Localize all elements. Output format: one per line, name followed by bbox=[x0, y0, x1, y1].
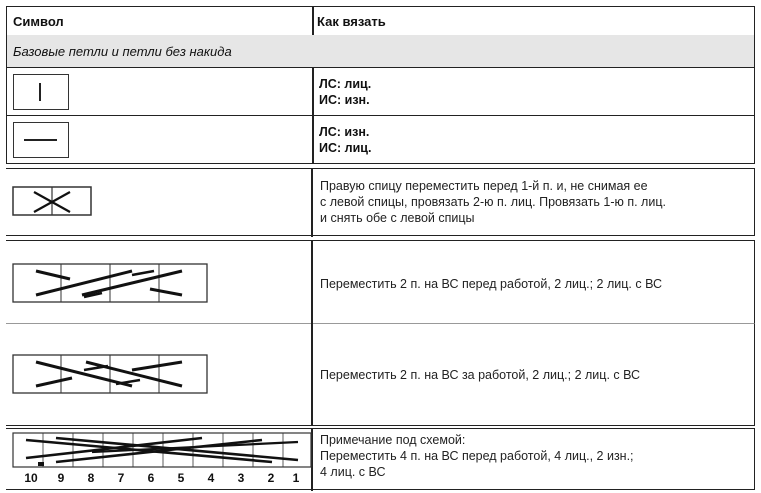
table-header bbox=[6, 6, 755, 36]
scale-number: 4 bbox=[207, 471, 215, 485]
section-title: Базовые петли и петли без накида bbox=[13, 44, 232, 59]
table-row bbox=[6, 116, 755, 164]
table-row bbox=[6, 240, 755, 324]
row-text: ЛС: изн. bbox=[319, 125, 370, 139]
cross-two-stitches-icon bbox=[12, 186, 92, 216]
row-text: ИС: изн. bbox=[319, 93, 370, 107]
header-how-to-knit: Как вязать bbox=[317, 14, 386, 29]
scale-number: 3 bbox=[237, 471, 245, 485]
scale-number: 9 bbox=[57, 471, 65, 485]
row-text: Примечание под схемой: bbox=[320, 433, 466, 447]
header-symbol: Символ bbox=[13, 14, 64, 29]
table-row bbox=[6, 168, 755, 236]
scale-number: 7 bbox=[117, 471, 125, 485]
purl-symbol-icon bbox=[13, 122, 69, 158]
scale-number: 1 bbox=[292, 471, 300, 485]
row-text: Переместить 4 п. на ВС перед работой, 4 лиц., 2 изн.; bbox=[320, 449, 634, 463]
scale-number: 6 bbox=[147, 471, 155, 485]
scale-number: 10 bbox=[24, 471, 38, 485]
row-text: и снять обе с левой спицы bbox=[320, 211, 475, 225]
table-row bbox=[6, 324, 755, 426]
row-text: с левой спицы, провязать 2-ю п. лиц. Провязать 1-ю п. лиц. bbox=[320, 195, 666, 209]
table-row bbox=[6, 428, 755, 490]
scale-number: 8 bbox=[87, 471, 95, 485]
row-text: Переместить 2 п. на ВС за работой, 2 лиц.; 2 лиц. с ВС bbox=[320, 368, 641, 382]
row-text: 4 лиц. с ВС bbox=[320, 465, 386, 479]
cable-2-over-2-front-icon bbox=[12, 263, 208, 303]
row-text: ИС: лиц. bbox=[319, 141, 372, 155]
row-text: Правую спицу переместить перед 1-й п. и, не снимая ее bbox=[320, 179, 648, 193]
scale-number: 2 bbox=[267, 471, 275, 485]
row-text: ЛС: лиц. bbox=[319, 77, 372, 91]
cable-4-over-4-front-icon bbox=[12, 432, 312, 468]
scale-number: 5 bbox=[177, 471, 185, 485]
section-band bbox=[6, 35, 755, 68]
table-row bbox=[6, 68, 755, 116]
knit-symbol-icon bbox=[13, 74, 69, 110]
row-text: Переместить 2 п. на ВС перед работой, 2 лиц.; 2 лиц. с ВС bbox=[320, 277, 663, 291]
cable-2-over-2-back-icon bbox=[12, 354, 208, 394]
